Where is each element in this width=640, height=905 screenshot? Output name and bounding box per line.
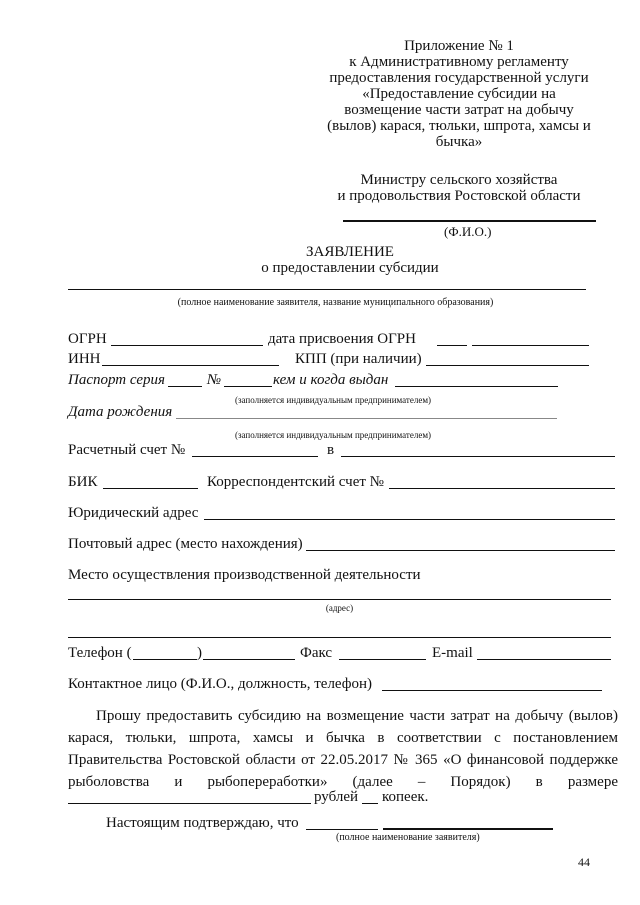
kpp-field[interactable] bbox=[426, 365, 589, 366]
document-subtitle: о предоставлении субсидии bbox=[261, 260, 439, 276]
kpp-label: КПП (при наличии) bbox=[295, 351, 422, 367]
page-number: 44 bbox=[578, 855, 590, 869]
applicant-name-line[interactable] bbox=[68, 289, 586, 290]
request-line-4: рыболовства и рыбопереработки» (далее – Порядок) в размере bbox=[68, 774, 618, 790]
phone-field[interactable] bbox=[203, 659, 295, 660]
corr-account-label: Корреспондентский счет № bbox=[207, 474, 384, 490]
header-line-3: «Предоставление субсидии на bbox=[362, 86, 556, 102]
confirm-caption: (полное наименование заявителя) bbox=[336, 832, 480, 843]
document-title: ЗАЯВЛЕНИЕ bbox=[306, 244, 394, 260]
amount-kopecks-field[interactable] bbox=[362, 803, 378, 804]
ogrn-date-day-field[interactable] bbox=[437, 345, 467, 346]
confirm-field-short[interactable] bbox=[306, 829, 378, 830]
inn-label: ИНН bbox=[68, 351, 101, 367]
addressee-line-1: Министру сельского хозяйства bbox=[360, 172, 558, 188]
contact-field[interactable] bbox=[382, 690, 602, 691]
ogrn-field[interactable] bbox=[111, 345, 263, 346]
bik-label: БИК bbox=[68, 474, 98, 490]
fio-line[interactable] bbox=[343, 220, 596, 222]
confirm-text: Настоящим подтверждаю, что bbox=[106, 815, 299, 831]
header-line-2: предоставления государственной услуги bbox=[329, 70, 589, 86]
account-field[interactable] bbox=[192, 456, 318, 457]
activity-address-line-1[interactable] bbox=[68, 599, 611, 600]
passport-series-field[interactable] bbox=[168, 386, 202, 387]
account-label: Расчетный счет № bbox=[68, 442, 186, 458]
header-line-4: возмещение части затрат на добычу bbox=[344, 102, 574, 118]
addressee-line-2: и продовольствия Ростовской области bbox=[337, 188, 581, 204]
email-label: E-mail bbox=[432, 645, 473, 661]
request-line-2: карася, тюльки, шпрота, хамсы и бычка в соответствии с постановлением bbox=[68, 730, 618, 746]
passport-series-label: Паспорт серия bbox=[68, 372, 165, 388]
header-line-5: (вылов) карася, тюльки, шпрота, хамсы и bbox=[327, 118, 591, 134]
passport-number-field[interactable] bbox=[224, 386, 272, 387]
corr-account-field[interactable] bbox=[389, 488, 615, 489]
phone-label: Телефон ( bbox=[68, 645, 132, 661]
legal-address-label: Юридический адрес bbox=[68, 505, 199, 521]
bank-field[interactable] bbox=[341, 456, 615, 457]
phone-close-paren: ) bbox=[197, 645, 202, 661]
address-caption: (адрес) bbox=[325, 603, 354, 613]
request-line-1: Прошу предоставить субсидию на возмещение части затрат на добычу (вылов) bbox=[96, 708, 618, 724]
applicant-caption: (полное наименование заявителя, название муниципального образования) bbox=[177, 297, 494, 308]
fax-label: Факс bbox=[300, 645, 333, 661]
legal-address-field[interactable] bbox=[204, 519, 615, 520]
ogrn-date-label: дата присвоения ОГРН bbox=[268, 331, 416, 347]
ip-note-2: (заполняется индивидуальным предпринимателем) bbox=[234, 430, 432, 440]
confirm-applicant-field[interactable] bbox=[383, 828, 553, 830]
amount-rubles-field[interactable] bbox=[68, 803, 311, 804]
inn-field[interactable] bbox=[102, 365, 279, 366]
ogrn-label: ОГРН bbox=[68, 331, 107, 347]
fio-caption: (Ф.И.О.) bbox=[444, 224, 492, 239]
annex-number: Приложение № 1 bbox=[404, 38, 514, 54]
kopecks-label: копеек. bbox=[382, 789, 429, 805]
account-bank-label: в bbox=[327, 442, 335, 458]
contact-label: Контактное лицо (Ф.И.О., должность, телефон) bbox=[68, 676, 373, 692]
phone-code-field[interactable] bbox=[133, 659, 197, 660]
passport-number-label: № bbox=[207, 372, 222, 388]
email-field[interactable] bbox=[477, 659, 611, 660]
header-line-6: бычка» bbox=[435, 134, 483, 150]
passport-issued-label: кем и когда выдан bbox=[273, 372, 389, 388]
request-paragraph bbox=[68, 705, 618, 793]
postal-address-field[interactable] bbox=[306, 550, 615, 551]
fax-field[interactable] bbox=[339, 659, 426, 660]
postal-address-label: Почтовый адрес (место нахождения) bbox=[68, 536, 303, 552]
ip-note-1: (заполняется индивидуальным предпринимателем) bbox=[234, 395, 432, 405]
birth-date-label: Дата рождения bbox=[68, 404, 173, 420]
activity-address-line-2[interactable] bbox=[68, 637, 611, 638]
request-line-3: Правительства Ростовской области от 22.05.2017 № 365 «О финансовой поддержке bbox=[68, 752, 618, 768]
bik-field[interactable] bbox=[103, 488, 198, 489]
ogrn-date-field[interactable] bbox=[472, 345, 589, 346]
activity-place-label: Место осуществления производственной деятельности bbox=[68, 567, 421, 583]
passport-issued-field[interactable] bbox=[395, 386, 558, 387]
header-line-1: к Административному регламенту bbox=[349, 54, 569, 70]
rubles-label: рублей bbox=[314, 789, 359, 805]
birth-date-field[interactable] bbox=[176, 418, 557, 419]
